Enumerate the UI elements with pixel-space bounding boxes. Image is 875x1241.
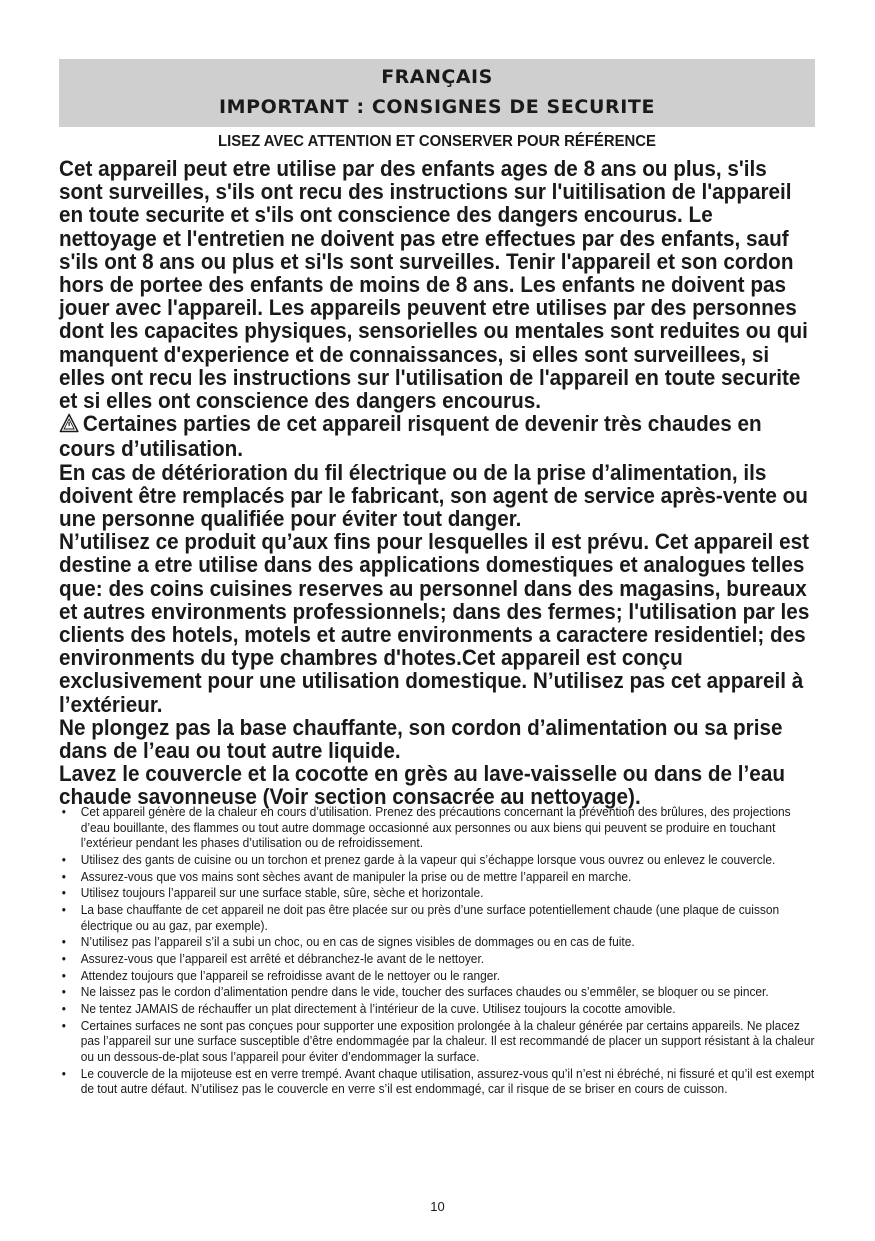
language-heading: FRANÇAIS bbox=[381, 66, 493, 88]
warning-paragraph: Ne plongez pas la base chauffante, son cordon d’alimentation ou sa prise dans de l’eau ou tout autre liquide. bbox=[59, 714, 783, 764]
bullet-item: • Le couvercle de la mijoteuse est en verre trempé. Avant chaque utilisation, assurez-vous qu’il n’est ni ébréché, ni fissuré et qu’il est exempt de tout autre défaut. N’utilisez pas le couvercle en verre s’il est endommagé, car il risque de se briser en cours de cuisson. bbox=[59, 1066, 816, 1097]
safety-title: IMPORTANT : CONSIGNES DE SECURITE bbox=[218, 96, 656, 118]
warning-paragraph: Cet appareil peut etre utilise par des enfants ages de 8 ans ou plus, s'ils sont surveilles, s'ils ont recu des instructions sur l'uitilisation de l'appareil en toute securite et s'ils ont conscience des dangers encourus. Le nettoyage et l'entretien ne doivent pas etre effectues par des enfants, sauf s'ils ont 8 ans ou plus et si'ls sont surveilles. Tenir l'appareil et son cordon hors de portee des enfants de moins de 8 ans. Les enfants ne doivent pas jouer avec l'appareil. Les appareils peuvent etre utilises par des personnes dont les capacites physiques, sensorielles ou mentales sont reduites ou qui manquent d'experience et de connaissances, si elles sont surveillees, si elles ont recu les instructions sur l'utilisation de l'appareil en toute securite et si elles ont conscience des dangers encourus. bbox=[59, 156, 808, 414]
bullet-item: • Assurez-vous que l’appareil est arrêté et débranchez-le avant de le nettoyer. bbox=[59, 951, 816, 967]
hot-surface-warning bbox=[59, 412, 813, 460]
bullet-item: • Utilisez toujours l’appareil sur une surface stable, sûre, sèche et horizontale. bbox=[59, 885, 816, 901]
bullet-item: • Cet appareil génère de la chaleur en cours d’utilisation. Prenez des précautions concernant la prévention des brûlures, des projections d’eau bouillante, des flammes ou tout autre dommage occasionné aux personnes ou aux biens qui peuvent se produire en touchant l’extérieur pendant les phases d’utilisation ou de refroidissement. bbox=[59, 804, 816, 851]
bullet-item: • La base chauffante de cet appareil ne doit pas être placée sur ou près d’une surface potentiellement chaude (une plaque de cuisson électrique ou au gaz, par exemple). bbox=[59, 902, 816, 933]
bullet-item: • Ne laissez pas le cordon d’alimentation pendre dans le vide, toucher des surfaces chaudes ou s’emmêler, se bloquer ou se pincer. bbox=[59, 984, 816, 1000]
bullet-item: • N’utilisez pas l’appareil s’il a subi un choc, ou en cas de signes visibles de dommages ou en cas de fuite. bbox=[59, 934, 816, 950]
warning-paragraph: En cas de détérioration du fil électrique ou de la prise d’alimentation, ils doivent être remplacés par le fabricant, son agent de service après-vente ou une personne qualifiée pour éviter tout danger. bbox=[59, 459, 808, 532]
warning-paragraph: N’utilisez ce produit qu’aux fins pour lesquelles il est prévu. Cet appareil est destine a etre utilise dans des applications domestiques et analogues telles que: des coins cuisines reserves au personnel dans des magasins, bureaux et autres environments professionnels; dans des fermes; l'utilisation par les clients des hotels, motels et autre environments a caractere residentiel; des environments du type chambres d'hotes.Cet appareil est conçu exclusivement pour une utilisation domestique. N’utilisez pas cet appareil à l’extérieur. bbox=[59, 529, 810, 717]
safety-bullet-list bbox=[59, 804, 816, 1098]
warning-paragraphs bbox=[59, 157, 813, 809]
page-number: 10 bbox=[430, 1199, 445, 1214]
bullet-item: • Assurez-vous que vos mains sont sèches avant de manipuler la prise ou de mettre l’appareil en marche. bbox=[59, 869, 816, 885]
hot-surface-text: Certaines parties de cet appareil risquent de devenir très chaudes en cours d’utilisation. bbox=[59, 411, 762, 462]
bullet-item: • Certaines surfaces ne sont pas conçues pour supporter une exposition prolongée à la chaleur générée par certains appareils. Ne placez pas l’appareil sur une surface susceptible d’être endommagée par la chaleur. Il est recommandé de placer un support résistant à la chaleur ou un dessous-de-plat sous l’appareil pour éviter d’endommager la surface. bbox=[59, 1018, 816, 1065]
subtitle: LISEZ AVEC ATTENTION ET CONSERVER POUR RÉFÉRENCE bbox=[218, 133, 656, 150]
bullet-item: • Ne tentez JAMAIS de réchauffer un plat directement à l’intérieur de la cuve. Utilisez toujours la cocotte amovible. bbox=[59, 1001, 816, 1017]
bullet-item: • Attendez toujours que l’appareil se refroidisse avant de le nettoyer ou le ranger. bbox=[59, 968, 816, 984]
section-header-banner bbox=[59, 59, 815, 127]
warning-triangle-icon bbox=[59, 413, 79, 437]
bullet-item: • Utilisez des gants de cuisine ou un torchon et prenez garde à la vapeur qui s’échappe lorsque vous ouvrez ou enlevez le couvercle. bbox=[59, 852, 816, 868]
warning-paragraph: Lavez le couvercle et la cocotte en grès au lave-vaisselle ou dans de l’eau chaude savonneuse (Voir section consacrée au nettoyage). bbox=[59, 761, 785, 810]
